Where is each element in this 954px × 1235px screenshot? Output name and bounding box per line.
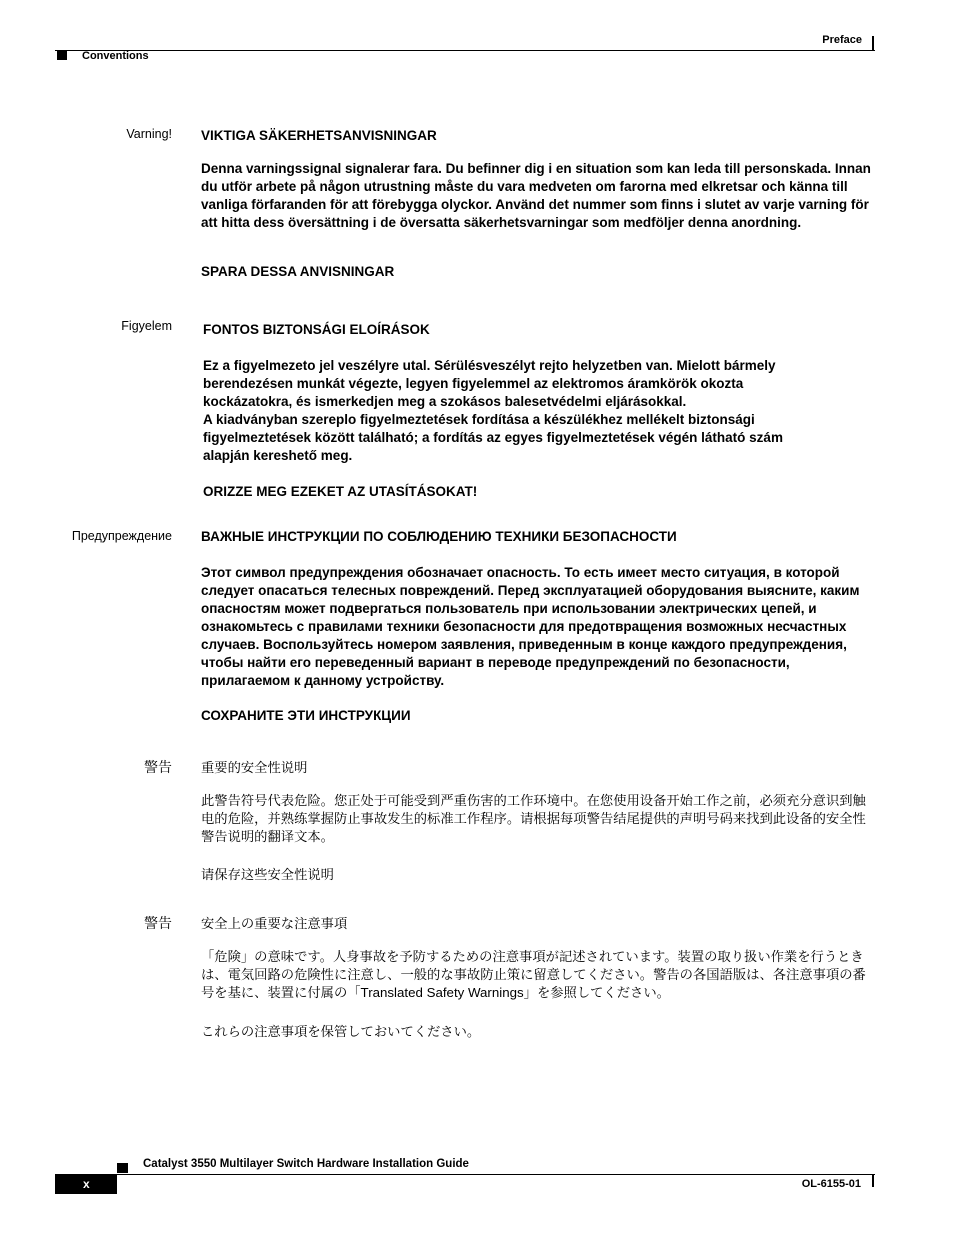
warning-label: Предупреждение	[71, 529, 172, 543]
warning-heading: ВАЖНЫЕ ИНСТРУКЦИИ ПО СОБЛЮДЕНИЮ ТЕХНИКИ БЕЗОПАСНОСТИ	[201, 529, 677, 544]
warning-body: 此警告符号代表危险。您正处于可能受到严重伤害的工作环境中。在您使用设备开始工作之前，必须充分意识到触电的危险，并熟练掌握防止事故发生的标准工作程序。请根据每项警告结尾提供的声明号码来找到此设备的安全性警告说明的翻译文本。	[201, 793, 866, 844]
warning-footer: これらの注意事項を保管しておいてください。	[201, 1024, 481, 1039]
warning-footer: СОХРАНИТЕ ЭТИ ИНСТРУКЦИИ	[201, 708, 411, 723]
footer-doc-number: OL-6155-01	[801, 1178, 861, 1190]
warning-footer: 请保存这些安全性说明	[201, 867, 334, 882]
footer-page-number: x	[55, 1174, 117, 1194]
header-subsection-title: Conventions	[82, 50, 149, 62]
warning-heading: VIKTIGA SÄKERHETSANVISNINGAR	[201, 128, 437, 143]
footer-vertical-bar	[872, 1175, 874, 1187]
warning-heading: FONTOS BIZTONSÁGI ELOÍRÁSOK	[203, 322, 430, 337]
warning-body: Этот символ предупреждения обозначает опасность. То есть имеет место ситуация, в которой следует опасаться телесных повреждений. Перед эксплуатацией оборудования выясните, каким опасностям может подвергаться пользователь при использовании электрических цепей, и ознакомьтесь с правилами техники безопасности для предотвращения возможных несчастных случаев. Воспользуйтесь номером заявления, приведенным в конце каждого предупреждения, чтобы найти его переведенный вариант в переводе предупреждений по безопасности, прилагаемом к данному устройству.	[201, 565, 860, 688]
warning-footer: SPARA DESSA ANVISNINGAR	[201, 264, 395, 279]
footer-marker-block	[117, 1163, 128, 1173]
header-section-title: Preface	[822, 34, 862, 46]
warning-heading: 安全上の重要な注意事項	[201, 916, 348, 931]
warning-label: 警告	[144, 915, 172, 931]
footer-book-title: Catalyst 3550 Multilayer Switch Hardware Installation Guide	[143, 1158, 469, 1170]
warning-label: Figyelem	[121, 319, 172, 333]
warning-label: Varning!	[126, 127, 172, 141]
warning-body: Ez a figyelmezeto jel veszélyre utal. Sérülésveszélyt rejto helyzetben van. Mielott bármely berendezésen munkát végezte, legyen figyelemmel az elektromos áramkörök okozta kockázatokra, és ismerkedjen meg a szokásos balesetvédelmi eljárásokkal. A kiadványban szereplo figyelmeztetések fordítása a készülékhez mellékelt biztonsági figyelmeztetések között található; a fordítás az egyes figyelmeztetések végén látható szám alapján kereshető meg.	[203, 358, 783, 463]
warning-body: 「危険」の意味です。人身事故を予防するための注意事項が記述されています。装置の取り扱い作業を行うときは、電気回路の危険性に注意し、一般的な事故防止策に留意してください。警告の各国語版は、各注意事項の番号を基に、装置に付属の「Translated Safety Warnings」を参照してください。	[201, 949, 866, 1000]
warning-label: 警告	[144, 759, 172, 775]
footer-rule	[55, 1174, 875, 1175]
header-rule	[55, 50, 875, 51]
header-vertical-bar	[872, 36, 874, 51]
warning-footer: ORIZZE MEG EZEKET AZ UTASÍTÁSOKAT!	[203, 484, 478, 499]
warning-heading: 重要的安全性说明	[201, 760, 308, 775]
header-marker-block	[57, 51, 67, 60]
warning-body: Denna varningssignal signalerar fara. Du befinner dig i en situation som kan leda till personskada. Innan du utför arbete på någon utrustning måste du vara medveten om farorna med elkretsar och känna till vanliga förfaranden för att förebygga olyckor. Använd det nummer som finns i slutet av varje varning för att hitta dess översättning i de översatta säkerhetsvarningar som medföljer denna anordning.	[201, 161, 871, 230]
